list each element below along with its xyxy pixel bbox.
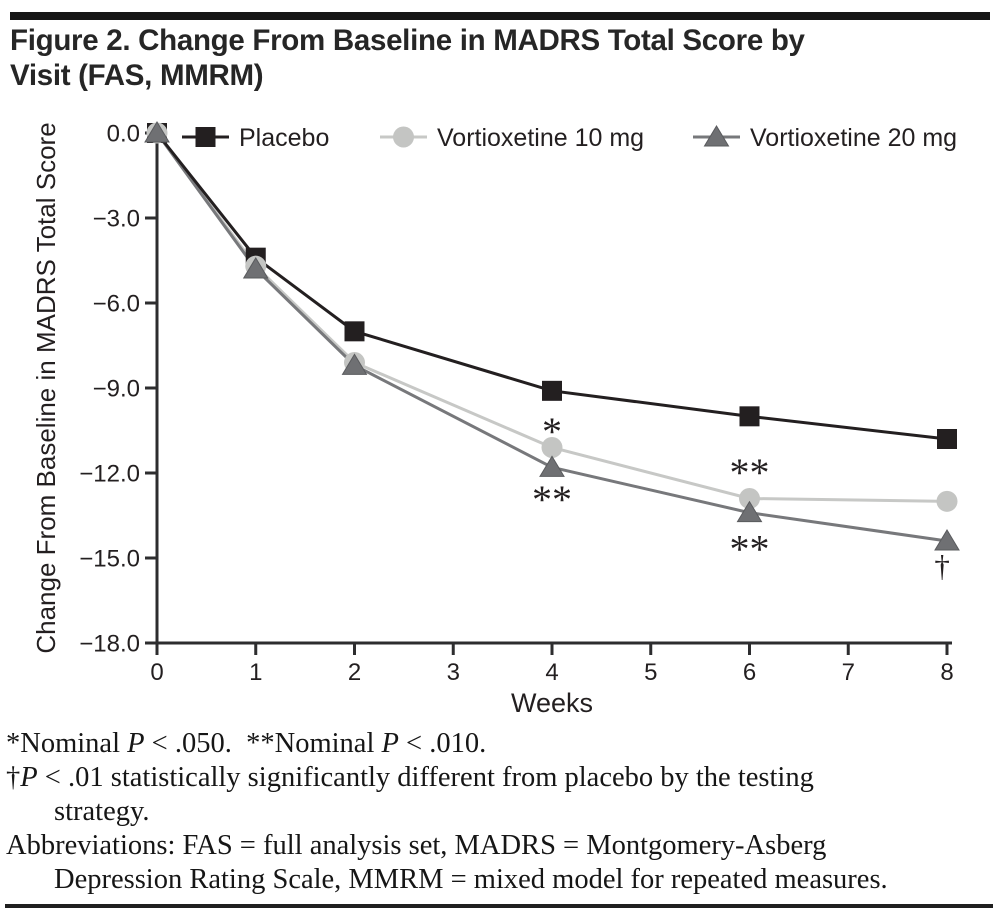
x-tick-label: 4 (545, 659, 559, 686)
significance-annotation: ** (729, 526, 770, 572)
bottom-rule (5, 904, 993, 908)
x-tick-label: 8 (940, 659, 954, 686)
footnote-italic-segment: P (381, 728, 399, 759)
footnote-segment: < .01 statistically significantly different from placebo by the testing (37, 762, 814, 793)
y-tick-label: −9.0 (92, 375, 140, 403)
circle-marker-week-8 (937, 491, 958, 512)
footnote-line (6, 829, 996, 863)
y-tick-label: −3.0 (92, 205, 140, 233)
significance-annotation: ** (729, 449, 770, 495)
significance-annotation: ** (532, 476, 572, 522)
footnote-segment: *Nominal (6, 728, 128, 759)
y-tick-label: −15.0 (79, 545, 140, 573)
x-tick-label: 5 (644, 659, 658, 686)
legend-label: Vortioxetine 10 mg (437, 123, 645, 152)
legend (182, 124, 957, 152)
y-axis-title: Change From Baseline in MADRS Total Score (31, 122, 61, 654)
x-tick-label: 3 (446, 659, 460, 686)
figure-title-line1: Figure 2. Change From Baseline in MADRS Total Score by (10, 24, 805, 57)
footnote-line (6, 727, 996, 761)
footnote-segment: † (6, 762, 21, 793)
figure-footnotes (6, 727, 996, 897)
footnote-segment: < .010. (398, 728, 487, 759)
footnote-line (6, 761, 996, 795)
footnote-italic-segment: P (127, 728, 145, 759)
x-tick-label: 7 (841, 659, 855, 686)
dagger-annotation: † (934, 548, 950, 584)
y-tick-label: −6.0 (92, 290, 140, 318)
footnote-segment: Depression Rating Scale, MMRM = mixed model for repeated measures. (54, 864, 888, 895)
footnote-segment: < .050. **Nominal (144, 728, 382, 759)
x-tick-label: 0 (150, 659, 164, 686)
series-markers-placebo (147, 123, 957, 449)
footnote-line (6, 863, 996, 897)
x-tick-label: 6 (742, 659, 757, 686)
legend-item-vortioxetine-20-mg (693, 124, 957, 152)
y-tick-label: −18.0 (79, 630, 140, 658)
y-tick-label: 0.0 (106, 120, 140, 148)
legend-item-vortioxetine-10-mg (380, 124, 644, 152)
square-marker-week-6 (740, 406, 760, 426)
circle-icon (393, 127, 414, 148)
footnote-segment: strategy. (54, 796, 150, 827)
x-tick-label: 2 (347, 659, 362, 686)
footnote-segment: Abbreviations: FAS = full analysis set, MADRS = Montgomery-Asberg (6, 830, 827, 861)
triangle-marker-week-4 (540, 456, 564, 476)
legend-item-placebo (182, 124, 329, 152)
square-marker-week-4 (542, 381, 562, 401)
legend-label: Placebo (239, 123, 330, 152)
significance-annotation: * (542, 408, 562, 454)
x-axis-title: Weeks (510, 688, 594, 718)
footnote-italic-segment: P (20, 762, 38, 793)
footnote-line (6, 795, 996, 829)
square-marker-week-8 (937, 429, 957, 449)
legend-label: Vortioxetine 20 mg (750, 123, 958, 152)
figure-title-line2: Visit (FAS, MMRM) (10, 59, 264, 92)
square-icon (196, 127, 216, 147)
y-tick-label: −12.0 (79, 460, 140, 488)
square-marker-week-2 (345, 321, 365, 341)
x-tick-label: 1 (249, 659, 263, 686)
